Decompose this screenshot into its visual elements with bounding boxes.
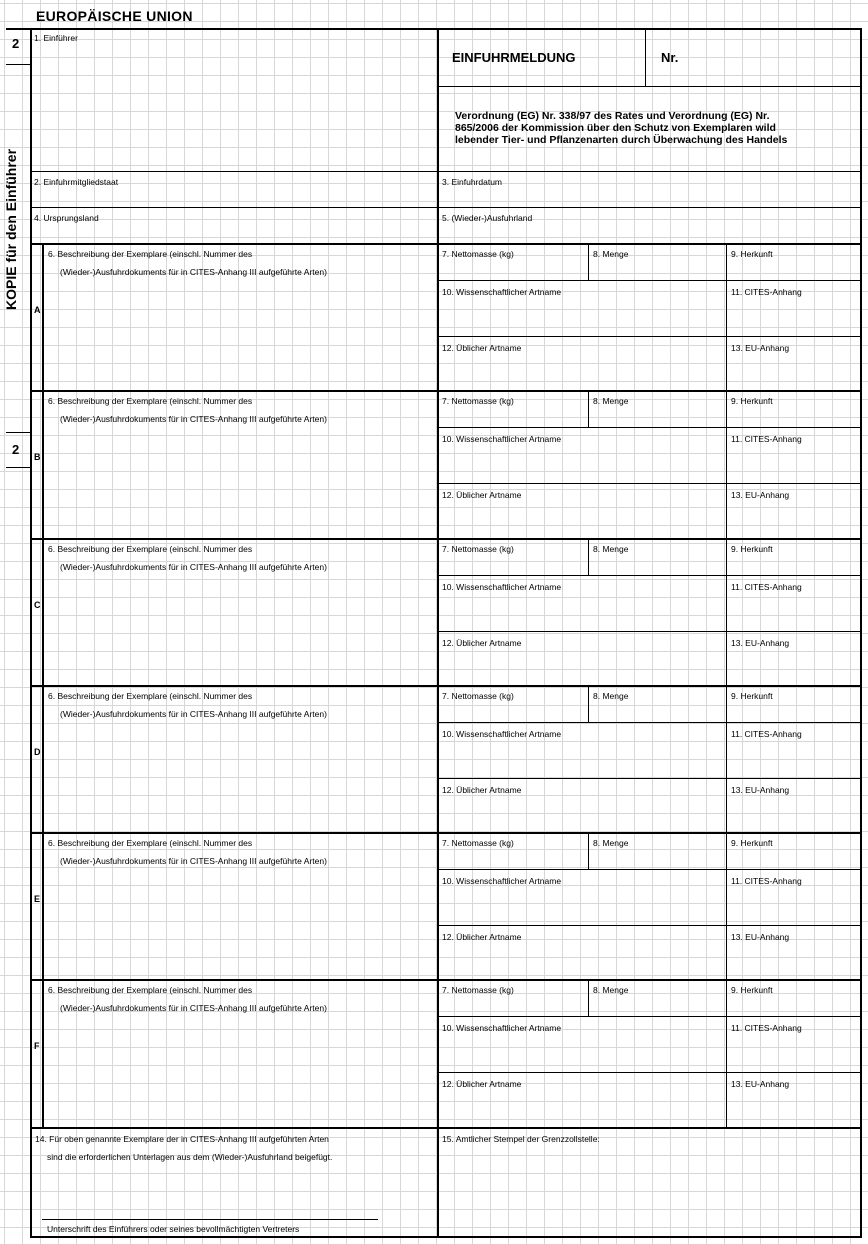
row-12-rule xyxy=(438,778,862,779)
field-8-quantity[interactable]: 8. Menge xyxy=(593,249,629,259)
field-6-description[interactable]: 6. Beschreibung der Exemplare (einschl. Nummer des xyxy=(48,691,253,701)
field-6-description[interactable]: 6. Beschreibung der Exemplare (einschl. Nummer des xyxy=(48,838,253,848)
field-8-quantity[interactable]: 8. Menge xyxy=(593,985,629,995)
field-10-scientific-name[interactable]: 10. Wissenschaftlicher Artname xyxy=(442,1023,562,1033)
block-letter: E xyxy=(34,894,41,904)
row-12-rule xyxy=(438,336,862,337)
block-letter-divider xyxy=(42,979,44,1127)
right-column-divider xyxy=(726,243,727,391)
block-letter: A xyxy=(34,305,41,315)
field-6-description[interactable]: 6. Beschreibung der Exemplare (einschl. Nummer des xyxy=(48,985,253,995)
field-10-scientific-name[interactable]: 10. Wissenschaftlicher Artname xyxy=(442,434,562,444)
field-11-cites-annex[interactable]: 11. CITES-Anhang xyxy=(731,729,802,739)
field-9-source[interactable]: 9. Herkunft xyxy=(731,544,773,554)
field-13-eu-annex[interactable]: 13. EU-Anhang xyxy=(731,638,790,648)
right-column-divider xyxy=(726,832,727,980)
field-5-reexport-country[interactable]: 5. (Wieder-)Ausfuhrland xyxy=(442,213,533,223)
field-7-net-mass[interactable]: 7. Nettomasse (kg) xyxy=(442,838,514,848)
field-8-quantity[interactable]: 8. Menge xyxy=(593,396,629,406)
block-letter: D xyxy=(34,747,41,757)
field-11-cites-annex[interactable]: 11. CITES-Anhang xyxy=(731,287,802,297)
row-10-rule xyxy=(438,722,862,723)
union-header: EUROPÄISCHE UNION xyxy=(36,8,193,24)
block-letter-divider xyxy=(42,685,44,833)
block-column-divider xyxy=(437,390,439,538)
field-10-scientific-name[interactable]: 10. Wissenschaftlicher Artname xyxy=(442,582,562,592)
copy-side-label: KOPIE für den Einführer xyxy=(3,148,19,310)
field-12-common-name[interactable]: 12. Üblicher Artname xyxy=(442,638,522,648)
f7-f8-divider xyxy=(588,979,589,1016)
field-6-description-note: (Wieder-)Ausfuhrdokuments für in CITES-Anhang III aufgeführte Arten) xyxy=(60,856,327,866)
field-6-description[interactable]: 6. Beschreibung der Exemplare (einschl. Nummer des xyxy=(48,249,253,259)
block-column-divider xyxy=(437,243,439,391)
right-column-divider xyxy=(726,979,727,1127)
row-10-rule xyxy=(438,575,862,576)
field-9-source[interactable]: 9. Herkunft xyxy=(731,985,773,995)
row-10-rule xyxy=(438,280,862,281)
field-13-eu-annex[interactable]: 13. EU-Anhang xyxy=(731,1079,790,1089)
field-2-import-member-state[interactable]: 2. Einfuhrmitgliedstaat xyxy=(34,177,119,187)
field-6-description-note: (Wieder-)Ausfuhrdokuments für in CITES-Anhang III aufgeführte Arten) xyxy=(60,267,327,277)
right-column-divider xyxy=(726,685,727,833)
frame-left xyxy=(30,28,32,1238)
field-3-import-date[interactable]: 3. Einfuhrdatum xyxy=(442,177,503,187)
field-7-net-mass[interactable]: 7. Nettomasse (kg) xyxy=(442,249,514,259)
copy-number-top: 2 xyxy=(12,36,20,51)
block-letter-divider xyxy=(42,832,44,980)
field-6-description[interactable]: 6. Beschreibung der Exemplare (einschl. Nummer des xyxy=(48,396,253,406)
regulation-line-1: Verordnung (EG) Nr. 338/97 des Rates und Verordnung (EG) Nr. xyxy=(455,110,770,122)
field-6-description-note: (Wieder-)Ausfuhrdokuments für in CITES-Anhang III aufgeführte Arten) xyxy=(60,562,327,572)
field-7-net-mass[interactable]: 7. Nettomasse (kg) xyxy=(442,396,514,406)
field-11-cites-annex[interactable]: 11. CITES-Anhang xyxy=(731,876,802,886)
footer-divider xyxy=(437,1127,439,1237)
row-2-rule xyxy=(31,171,861,172)
f7-f8-divider xyxy=(588,538,589,575)
field-8-quantity[interactable]: 8. Menge xyxy=(593,838,629,848)
block-top-rule xyxy=(30,243,862,245)
regulation-text xyxy=(455,110,787,146)
block-letter: B xyxy=(34,452,41,462)
frame-bottom xyxy=(30,1236,862,1238)
row-12-rule xyxy=(438,483,862,484)
row-12-rule xyxy=(438,631,862,632)
f7-f8-divider xyxy=(588,685,589,722)
field-9-source[interactable]: 9. Herkunft xyxy=(731,838,773,848)
field-10-scientific-name[interactable]: 10. Wissenschaftlicher Artname xyxy=(442,729,562,739)
block-column-divider xyxy=(437,685,439,833)
row-10-rule xyxy=(438,869,862,870)
block-letter-divider xyxy=(42,243,44,391)
block-column-divider xyxy=(437,832,439,980)
block-letter: C xyxy=(34,600,41,610)
field-9-source[interactable]: 9. Herkunft xyxy=(731,249,773,259)
field-9-source[interactable]: 9. Herkunft xyxy=(731,691,773,701)
block-top-rule xyxy=(30,832,862,834)
field-15-customs-stamp[interactable]: 15. Amtlicher Stempel der Grenzzollstelle: xyxy=(442,1134,600,1144)
field-7-net-mass[interactable]: 7. Nettomasse (kg) xyxy=(442,691,514,701)
field-12-common-name[interactable]: 12. Üblicher Artname xyxy=(442,490,522,500)
frame-right xyxy=(860,28,862,1238)
field-11-cites-annex[interactable]: 11. CITES-Anhang xyxy=(731,1023,802,1033)
field-12-common-name[interactable]: 12. Üblicher Artname xyxy=(442,932,522,942)
block-top-rule xyxy=(30,685,862,687)
field-13-eu-annex[interactable]: 13. EU-Anhang xyxy=(731,932,790,942)
field-10-scientific-name[interactable]: 10. Wissenschaftlicher Artname xyxy=(442,876,562,886)
field-10-scientific-name[interactable]: 10. Wissenschaftlicher Artname xyxy=(442,287,562,297)
field-7-net-mass[interactable]: 7. Nettomasse (kg) xyxy=(442,544,514,554)
nr-label[interactable]: Nr. xyxy=(661,50,679,65)
field-6-description[interactable]: 6. Beschreibung der Exemplare (einschl. Nummer des xyxy=(48,544,253,554)
block-letter-divider xyxy=(42,390,44,538)
regulation-line-3: lebender Tier- und Pflanzenarten durch Überwachung des Handels xyxy=(455,134,788,146)
field-6-description-note: (Wieder-)Ausfuhrdokuments für in CITES-Anhang III aufgeführte Arten) xyxy=(60,709,327,719)
copy-tab-rule-2 xyxy=(6,432,30,433)
block-top-rule xyxy=(30,979,862,981)
frame-top xyxy=(30,28,862,30)
form-title: EINFUHRMELDUNG xyxy=(452,50,576,65)
copy-tab-rule-3 xyxy=(6,467,30,468)
title-rule xyxy=(438,86,862,87)
signature-line xyxy=(42,1219,378,1220)
regulation-line-2: 865/2006 der Kommission über den Schutz von Exemplaren wild xyxy=(455,122,776,134)
block-top-rule xyxy=(30,390,862,392)
right-column-divider xyxy=(726,538,727,686)
field-1-importer[interactable]: 1. Einführer xyxy=(34,33,78,43)
block-letter-divider xyxy=(42,538,44,686)
row-4-rule xyxy=(31,207,861,208)
field-14-line-1: 14. Für oben genannte Exemplare der in CITES-Anhang III aufgeführten Arten xyxy=(35,1134,329,1144)
top-column-divider xyxy=(437,28,439,244)
field-14-line-2: sind die erforderlichen Unterlagen aus dem (Wieder-)Ausfuhrland beigefügt. xyxy=(47,1152,333,1162)
copy-tab-rule xyxy=(6,64,30,65)
row-10-rule xyxy=(438,427,862,428)
row-12-rule xyxy=(438,925,862,926)
field-4-country-of-origin[interactable]: 4. Ursprungsland xyxy=(34,213,99,223)
f7-f8-divider xyxy=(588,390,589,427)
copy-tab-top-rule xyxy=(6,28,30,30)
field-12-common-name[interactable]: 12. Üblicher Artname xyxy=(442,343,522,353)
nr-divider xyxy=(645,28,646,86)
copy-number-bottom: 2 xyxy=(12,442,20,457)
field-12-common-name[interactable]: 12. Üblicher Artname xyxy=(442,1079,522,1089)
field-8-quantity[interactable]: 8. Menge xyxy=(593,544,629,554)
f7-f8-divider xyxy=(588,832,589,869)
field-6-description-note: (Wieder-)Ausfuhrdokuments für in CITES-Anhang III aufgeführte Arten) xyxy=(60,1003,327,1013)
field-13-eu-annex[interactable]: 13. EU-Anhang xyxy=(731,490,790,500)
footer-rule xyxy=(30,1127,862,1129)
row-10-rule xyxy=(438,1016,862,1017)
field-13-eu-annex[interactable]: 13. EU-Anhang xyxy=(731,343,790,353)
field-8-quantity[interactable]: 8. Menge xyxy=(593,691,629,701)
block-top-rule xyxy=(30,538,862,540)
right-column-divider xyxy=(726,390,727,538)
signature-label[interactable]: Unterschrift des Einführers oder seines bevollmächtigten Vertreters xyxy=(47,1224,300,1234)
block-column-divider xyxy=(437,538,439,686)
field-11-cites-annex[interactable]: 11. CITES-Anhang xyxy=(731,582,802,592)
field-7-net-mass[interactable]: 7. Nettomasse (kg) xyxy=(442,985,514,995)
block-letter: F xyxy=(34,1041,40,1051)
field-9-source[interactable]: 9. Herkunft xyxy=(731,396,773,406)
field-11-cites-annex[interactable]: 11. CITES-Anhang xyxy=(731,434,802,444)
row-12-rule xyxy=(438,1072,862,1073)
block-column-divider xyxy=(437,979,439,1127)
field-13-eu-annex[interactable]: 13. EU-Anhang xyxy=(731,785,790,795)
f7-f8-divider xyxy=(588,243,589,280)
field-6-description-note: (Wieder-)Ausfuhrdokuments für in CITES-Anhang III aufgeführte Arten) xyxy=(60,414,327,424)
field-12-common-name[interactable]: 12. Üblicher Artname xyxy=(442,785,522,795)
